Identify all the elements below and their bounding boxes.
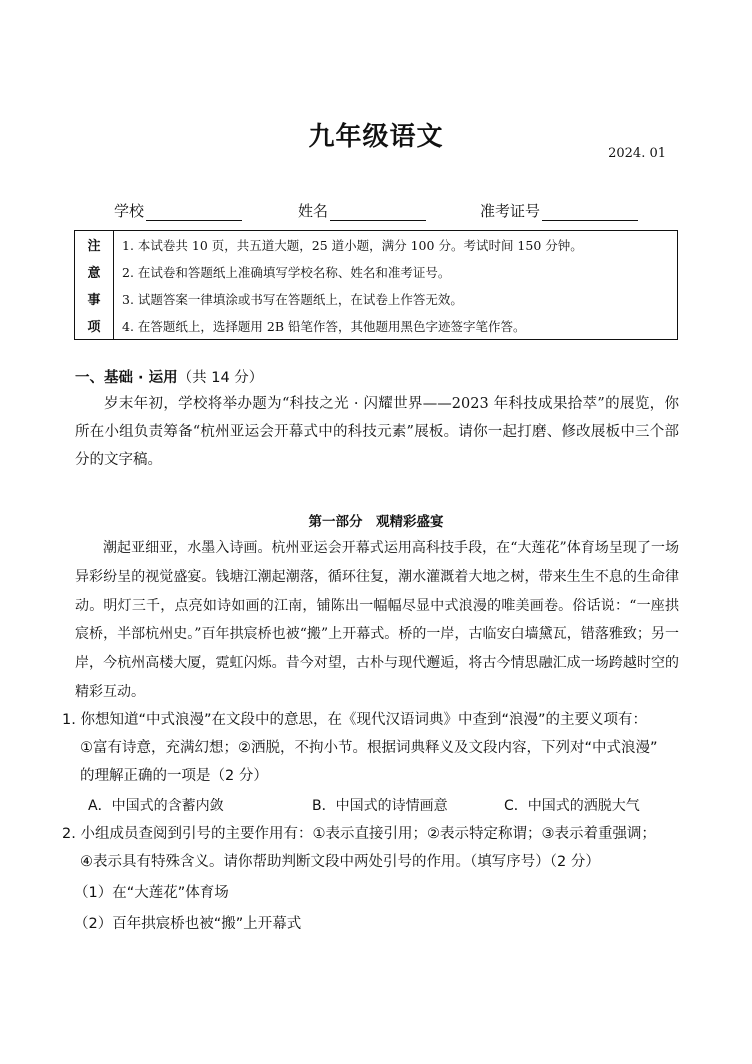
question-1-line: ①富有诗意，充满幻想；②洒脱，不拘小节。根据词典释义及文段内容，下列对“中式浪漫”: [80, 740, 658, 756]
school-field: [114, 200, 242, 221]
question-1-line: 的理解正确的一项是（2 分）: [80, 768, 268, 784]
notice-row: [75, 312, 677, 339]
notice-row: [75, 285, 677, 312]
notice-label-char: 注: [75, 231, 114, 258]
question-2-line: 2. 小组成员查阅到引号的主要作用有：①表示直接引用；②表示特定称谓；③表示着重强调；: [62, 826, 656, 842]
question-2: [62, 820, 684, 938]
section-score: （共 14 分）: [177, 370, 264, 386]
notice-item: 4. 在答题纸上，选择题用 2B 铅笔作答，其他题用黑色字迹签字笔作答。: [122, 318, 526, 334]
notice-row: [75, 258, 677, 285]
notice-item: 2. 在试卷和答题纸上准确填写学校名称、姓名和准考证号。: [122, 264, 451, 280]
name-blank: [330, 204, 426, 221]
exam-id-label: 准考证号: [480, 202, 541, 220]
notice-label-char: 事: [75, 285, 114, 312]
exam-id-blank: [542, 204, 638, 221]
school-label: 学校: [114, 202, 145, 220]
reading-passage: 潮起亚细亚，水墨入诗画。杭州亚运会开幕式运用高科技手段，在“大莲花”体育场呈现了一场异彩纷呈的视觉盛宴。钱塘江潮起潮落，循环往复，潮水灌溉着大地之树，带来生生不息的生命律动。明灯三千，点亮如诗如画的江南，铺陈出一幅幅尽显中式浪漫的唯美画卷。俗话说：“一座拱宸桥，半部杭州史。”百年拱宸桥也被“搬”上开幕式。桥的一岸，古临安白墙黛瓦，错落雅致；另一岸，今杭州高楼大厦，霓虹闪烁。昔今对望，古朴与现代邂逅，将古今情思融汇成一场跨越时空的精彩互动。: [75, 540, 679, 700]
section-intro: 岁末年初，学校将举办题为“科技之光 · 闪耀世界——2023 年科技成果拾萃”的展览，你所在小组负责筹备“杭州亚运会开幕式中的科技元素”展板。请你一起打磨、修改展板中三个部分的文字稿。: [75, 396, 679, 468]
question-2-sub-1: （1）在“大莲花”体育场: [74, 885, 229, 901]
question-1-line: 1. 你想知道“中式浪漫”在文段中的意思，在《现代汉语词典》中查到“浪漫”的主要义项有：: [62, 712, 647, 728]
question-2-sub-2: （2）百年拱宸桥也被“搬”上开幕式: [74, 916, 302, 932]
notice-item: 3. 试题答案一律填涂或书写在答题纸上，在试卷上作答无效。: [122, 291, 463, 307]
section-title: 一、基础 · 运用: [75, 370, 178, 386]
section-heading: [75, 366, 263, 387]
exam-date: 2024. 01: [608, 146, 666, 161]
option-b: B．中国式的诗情画意: [312, 798, 448, 814]
page-title: 九年级语文: [308, 122, 444, 152]
question-1-options: [62, 792, 684, 820]
notice-label-char: 意: [75, 258, 114, 285]
part-title: 第一部分 观精彩盛宴: [308, 514, 444, 530]
option-c: C．中国式的洒脱大气: [504, 798, 640, 814]
question-1: [62, 706, 684, 820]
notice-item: 1. 本试卷共 10 页，共五道大题，25 道小题，满分 100 分。考试时间 150 分钟。: [122, 237, 583, 253]
option-a: A．中国式的含蓄内敛: [88, 798, 224, 814]
name-field: [298, 200, 426, 221]
notice-label-char: 项: [75, 312, 114, 339]
notice-box: [74, 230, 678, 340]
school-blank: [146, 204, 242, 221]
question-2-line: ④表示具有特殊含义。请你帮助判断文段中两处引号的作用。（填写序号）（2 分）: [80, 854, 600, 870]
name-label: 姓名: [298, 202, 329, 220]
notice-row: [75, 231, 677, 258]
exam-id-field: [480, 200, 638, 221]
